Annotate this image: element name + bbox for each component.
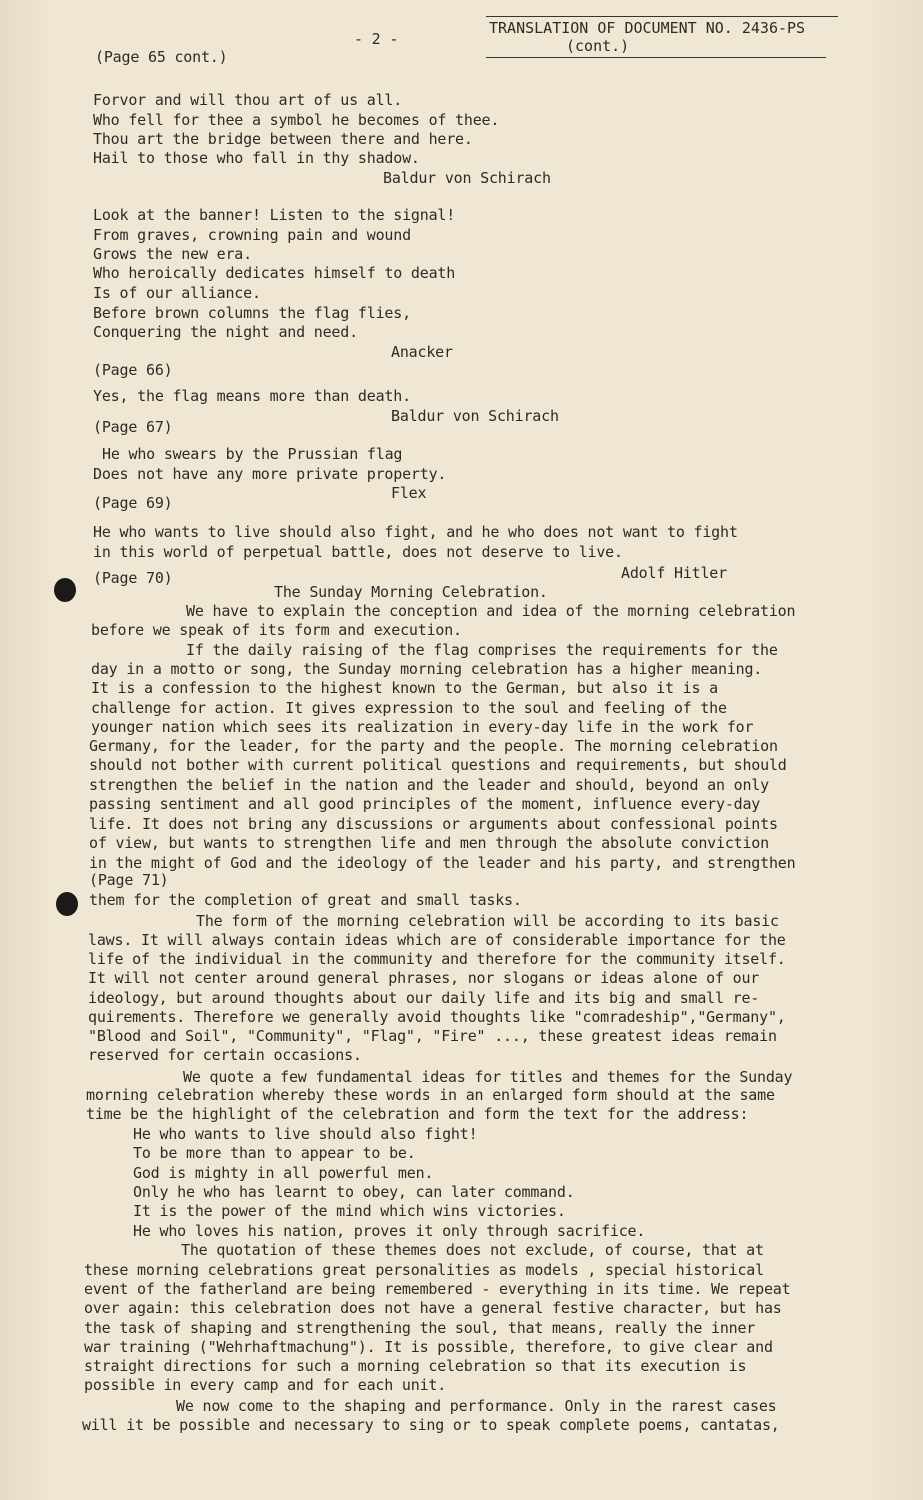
body-line: should not bother with current political questions and requirements, but should — [89, 756, 787, 774]
poem-line: Who heroically dedicates himself to death — [93, 264, 456, 282]
body-line: reserved for certain occasions. — [88, 1046, 362, 1064]
page-ref: (Page 65 cont.) — [95, 48, 228, 66]
body-line: them for the completion of great and small tasks. — [89, 891, 522, 909]
page-ref: (Page 70) — [93, 569, 173, 587]
section-heading: The Sunday Morning Celebration. — [274, 583, 548, 601]
poem-line: Look at the banner! Listen to the signal! — [93, 206, 456, 224]
body-line: If the daily raising of the flag comprises the requirements for the — [186, 641, 778, 659]
body-line: day in a motto or song, the Sunday morning celebration has a higher meaning. — [91, 660, 763, 678]
body-line: life. It does not bring any discussions or arguments about confessional points — [89, 815, 778, 833]
poem-author: Baldur von Schirach — [383, 169, 551, 187]
body-line: will it be possible and necessary to sing or to speak complete poems, cantatas, — [82, 1416, 780, 1434]
body-line: life of the individual in the community and therefore for the community itself. — [88, 950, 786, 968]
page-ref: (Page 66) — [93, 361, 173, 379]
poem-line: Hail to those who fall in thy shadow. — [93, 149, 420, 167]
theme-line: God is mighty in all powerful men. — [133, 1164, 434, 1182]
poem-line: Grows the new era. — [93, 245, 252, 263]
body-line: of view, but wants to strengthen life and men through the absolute conviction — [89, 834, 769, 852]
quote-line: He who wants to live should also fight, and he who does not want to fight — [93, 523, 738, 541]
body-line: event of the fatherland are being remembered - everything in its time. We repeat — [84, 1280, 791, 1298]
body-line: younger nation which sees its realization in every-day life in the work for — [91, 718, 754, 736]
theme-line: Only he who has learnt to obey, can later command. — [133, 1183, 575, 1201]
body-line: ideology, but around thoughts about our daily life and its big and small re- — [88, 989, 760, 1007]
body-line: We quote a few fundamental ideas for titles and themes for the Sunday — [183, 1068, 793, 1086]
body-line: before we speak of its form and execution. — [91, 621, 462, 639]
poem-line: Forvor and will thou art of us all. — [93, 91, 403, 109]
page-ref: (Page 67) — [93, 418, 173, 436]
body-line: We have to explain the conception and idea of the morning celebration — [186, 602, 796, 620]
poem-line: Is of our alliance. — [93, 284, 261, 302]
document-title: TRANSLATION OF DOCUMENT NO. 2436-PS — [489, 19, 806, 37]
body-line: in the might of God and the ideology of the leader and his party, and strengthen — [89, 854, 796, 872]
quote-line: in this world of perpetual battle, does not deserve to live. — [93, 543, 623, 561]
page-number: - 2 - — [354, 30, 399, 48]
body-line: It will not center around general phrases, nor slogans or ideas alone of our — [88, 969, 760, 987]
body-line: time be the highlight of the celebration and form the text for the address: — [86, 1105, 749, 1123]
poem-line: Conquering the night and need. — [93, 323, 358, 341]
theme-line: He who wants to live should also fight! — [133, 1125, 478, 1143]
document-title-cont: (cont.) — [566, 37, 630, 55]
poem-author: Baldur von Schirach — [391, 407, 559, 425]
poem-line: Before brown columns the flag flies, — [93, 304, 411, 322]
body-line: laws. It will always contain ideas which are of considerable importance for the — [88, 931, 786, 949]
punch-hole-top — [54, 578, 76, 602]
poem-line: From graves, crowning pain and wound — [93, 226, 411, 244]
quote-author: Adolf Hitler — [621, 564, 727, 582]
body-line: We now come to the shaping and performance. Only in the rarest cases — [176, 1397, 777, 1415]
body-line: It is a confession to the highest known to the German, but also it is a — [91, 679, 718, 697]
body-line: The form of the morning celebration will be according to its basic — [196, 912, 779, 930]
theme-line: To be more than to appear to be. — [133, 1144, 416, 1162]
body-line: passing sentiment and all good principles of the moment, influence every-day — [89, 795, 761, 813]
header-top-rule — [486, 16, 838, 17]
poem-line: He who swears by the Prussian flag — [102, 445, 403, 463]
poem-author: Anacker — [391, 343, 453, 361]
header-bottom-rule — [486, 57, 826, 58]
body-line: war training ("Wehrhaftmachung"). It is possible, therefore, to give clear and — [84, 1338, 773, 1356]
body-line: The quotation of these themes does not exclude, of course, that at — [181, 1241, 764, 1259]
page-ref: (Page 69) — [93, 494, 173, 512]
poem-line: Who fell for thee a symbol he becomes of thee. — [93, 111, 500, 129]
body-line: "Blood and Soil", "Community", "Flag", "Fire" ..., these greatest ideas remain — [88, 1027, 777, 1045]
poem-line: Yes, the flag means more than death. — [93, 387, 411, 405]
body-line: Germany, for the leader, for the party and the people. The morning celebration — [89, 737, 778, 755]
theme-line: It is the power of the mind which wins victories. — [133, 1202, 566, 1220]
punch-hole-bottom — [56, 892, 78, 916]
body-line: strengthen the belief in the nation and the leader and should, beyond an only — [89, 776, 769, 794]
body-line: possible in every camp and for each unit. — [84, 1376, 447, 1394]
body-line: challenge for action. It gives expression to the soul and feeling of the — [91, 699, 727, 717]
poem-line: Does not have any more private property. — [93, 465, 447, 483]
body-line: straight directions for such a morning celebration so that its execution is — [84, 1357, 747, 1375]
body-line: the task of shaping and strengthening the soul, that means, really the inner — [84, 1319, 756, 1337]
body-line: morning celebration whereby these words in an enlarged form should at the same — [86, 1086, 775, 1104]
page-ref: (Page 71) — [89, 871, 169, 889]
body-line: over again: this celebration does not have a general festive character, but has — [84, 1299, 782, 1317]
body-line: these morning celebrations great personalities as models , special historical — [84, 1261, 764, 1279]
theme-line: He who loves his nation, proves it only through sacrifice. — [133, 1222, 646, 1240]
body-line: quirements. Therefore we generally avoid thoughts like "comradeship","Germany", — [88, 1008, 786, 1026]
poem-author: Flex — [391, 484, 427, 502]
poem-line: Thou art the bridge between there and here. — [93, 130, 473, 148]
